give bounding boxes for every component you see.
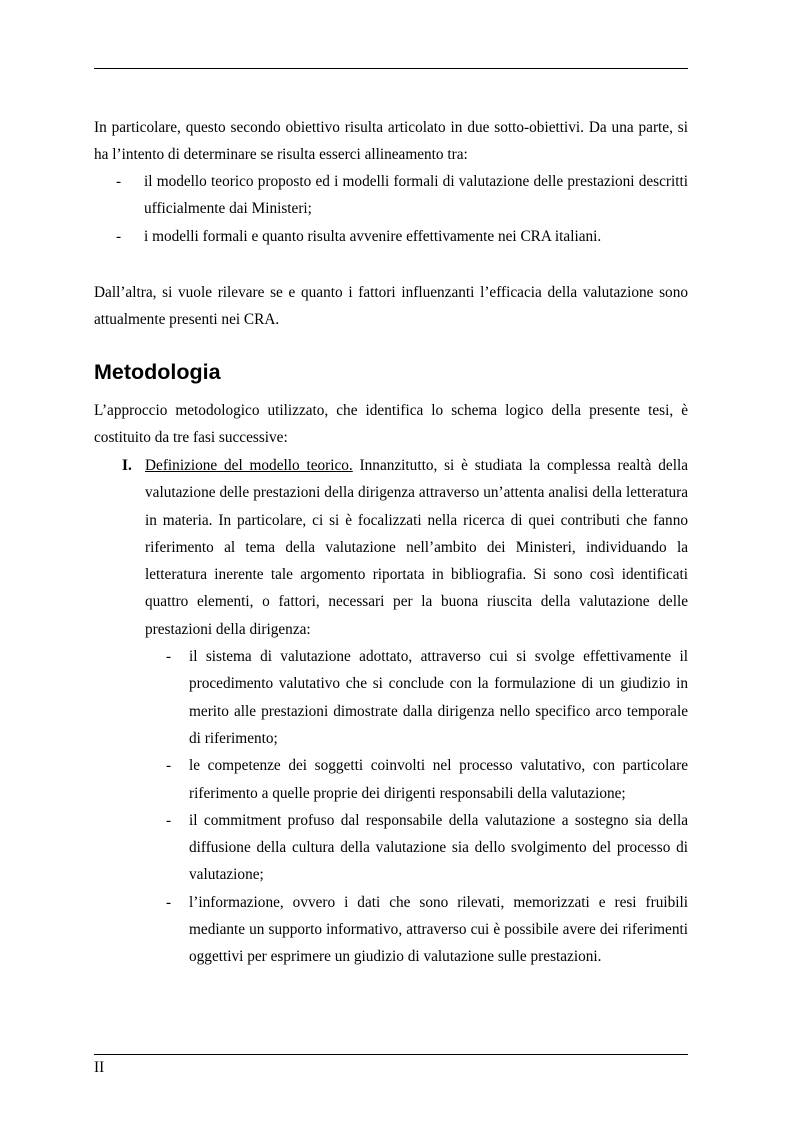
phase-body [145,452,688,971]
factors-list [145,643,688,971]
phase-description [145,452,688,643]
footer-rule [94,1054,688,1055]
dash-marker: - [166,757,172,775]
phase-number: I. [122,457,132,474]
page-number: II [94,1059,105,1076]
list-item: - le competenze dei soggetti coinvolti nel processo valutativo, con particolare riferimento a quelle proprie dei dirigenti responsabili della valutazione; [145,752,688,807]
dash-marker: - [166,893,172,911]
list-item: - il sistema di valutazione adottato, attraverso cui si svolge effettivamente il procedimento valutativo che si conclude con la formulazione di un giudizio in merito alle prestazioni dimostrate dalla dirigenza nello specifico arco temporale di riferimento; [145,643,688,752]
methodology-paragraph: L’approccio metodologico utilizzato, che identifica lo schema logico della presente tesi, è costituito da tre fasi successive: [94,402,688,447]
dash-marker: - [116,173,122,190]
section-heading: Metodologia [94,360,221,384]
list-item: - l’informazione, ovvero i dati che sono rilevati, memorizzati e resi fruibili mediante un supporto informativo, attraverso cui è possibile avere dei riferimenti oggettivi per esprimere un giudizio di valutazione sulle prestazioni. [145,889,688,971]
intro-paragraph: In particolare, questo secondo obiettivo risulta articolato in due sotto-obiettivi. Da una parte, si ha l’intento di determinare se risulta esserci allineamento tra: [94,119,688,164]
list-item: - i modelli formali e quanto risulta avvenire effettivamente nei CRA italiani. [94,223,688,250]
header-rule [94,68,688,69]
dash-marker: - [166,648,172,666]
phase-text: Innanzitutto, si è studiata la complessa realtà della valutazione delle prestazioni della dirigenza attraverso un’attenta analisi della letteratura in materia. In particolare, ci si è focalizzati nella ricerca di quei contributi che fanno riferimento al tema della valutazione nell’ambito dei Ministeri, individuando la letteratura inerente tale argomento riportata in bibliografia. Si sono così identificati quattro elementi, o fattori, necessari per la buona riuscita della valutazione delle prestazioni della dirigenza: [145,457,688,638]
dash-marker: - [116,227,122,245]
phase-title: Definizione del modello teorico. [145,457,353,474]
list-item: - il modello teorico proposto ed i modelli formali di valutazione delle prestazioni descritti ufficialmente dai Ministeri; [94,168,688,223]
dash-marker: - [166,811,172,829]
phase-one [94,452,688,971]
second-paragraph: Dall’altra, si vuole rilevare se e quanto i fattori influenzanti l’efficacia della valutazione sono attualmente presenti nei CRA. [94,284,688,329]
list-item: - il commitment profuso dal responsabile della valutazione a sostegno sia della diffusione della cultura della valutazione sia dello svolgimento del processo di valutazione; [145,807,688,889]
alignment-list [94,168,688,250]
